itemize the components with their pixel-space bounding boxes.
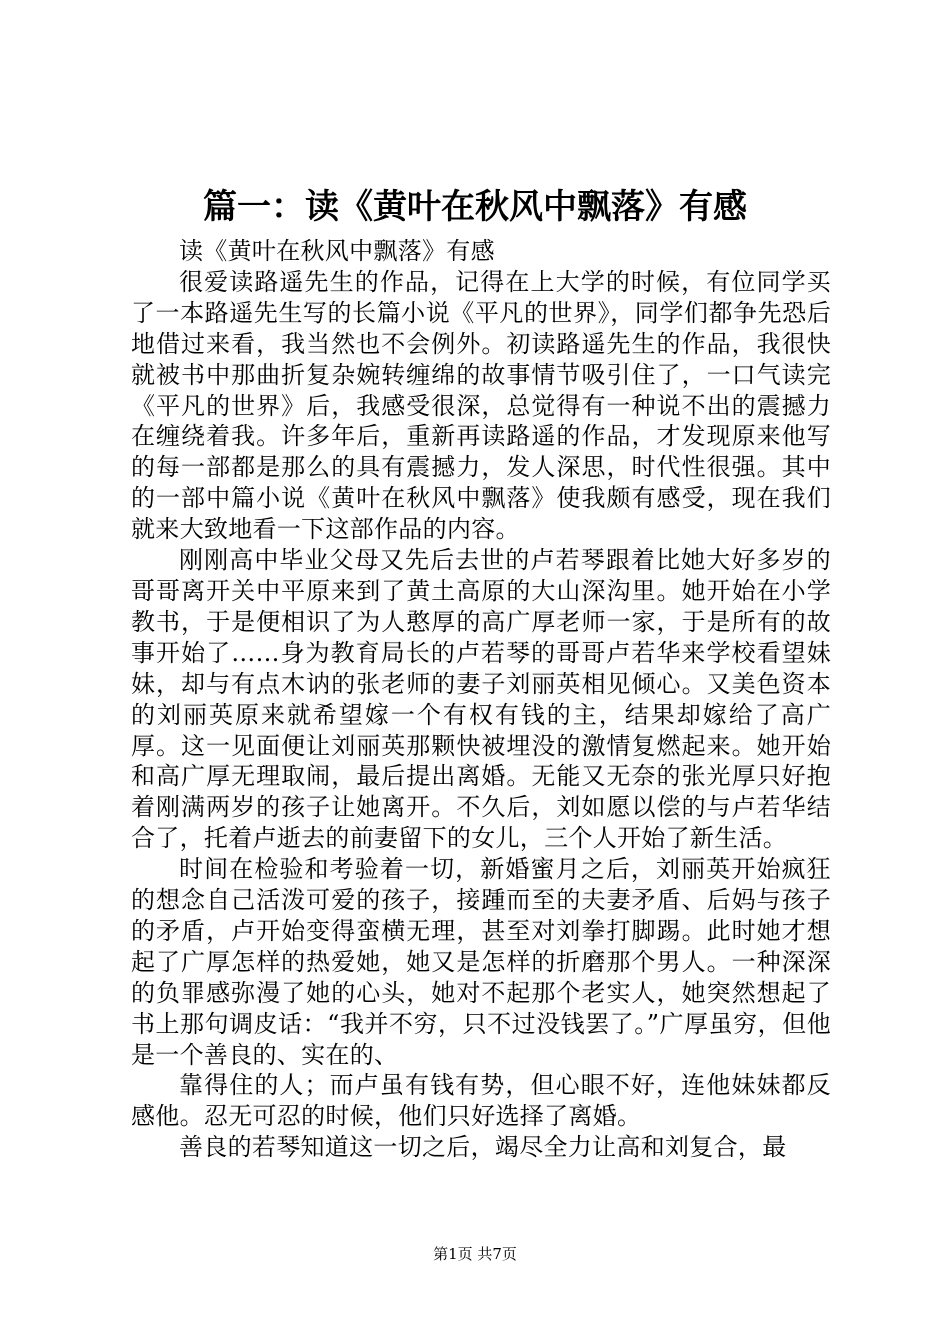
paragraph: 善良的若琴知道这一切之后，竭尽全力让高和刘复合，最 [179,1133,787,1162]
paragraph: 刚刚高中毕业父母又先后去世的卢若琴跟着比她大好多岁的哥哥离开关中平原来到了黄土高原的大山深沟里。她开始在小学教书，于是便相识了为人憨厚的高广厚老师一家，于是所有的故事开始了……身为教育局长的卢若琴的哥哥卢若华来学校看望妹妹，却与有点木讷的张老师的妻子刘丽英相见倾心。又美色资本的刘丽英原来就希望嫁一个有权有钱的主，结果却嫁给了高广厚。这一见面便让刘丽英那颗快被埋没的激情复燃起来。她开始和高广厚无理取闹，最后提出离婚。无能又无奈的张光厚只好抱着刚满两岁的孩子让她离开。不久后，刘如愿以偿的与卢若华结合了，托着卢逝去的前妻留下的女儿，三个人开始了新生活。 [131,546,831,853]
document-title: 篇一：读《黄叶在秋风中飘落》有感 [203,187,747,227]
page-number-footer: 第1页 共7页 [433,1245,517,1263]
document-body [131,236,831,1163]
paragraph: 靠得住的人；而卢虽有钱有势，但心眼不好，连他妹妹都反感他。忍无可忍的时候，他们只好选择了离婚。 [131,1071,831,1131]
paragraph: 很爱读路遥先生的作品，记得在上大学的时候，有位同学买了一本路遥先生写的长篇小说《平凡的世界》，同学们都争先恐后地借过来看，我当然也不会例外。初读路遥先生的作品，我很快就被书中那曲折复杂婉转缠绵的故事情节吸引住了，一口气读完《平凡的世界》后，我感受很深，总觉得有一种说不出的震撼力在缠绕着我。许多年后，重新再读路遥的作品，才发现原来他写的每一部都是那么的具有震撼力，发人深思，时代性很强。其中的一部中篇小说《黄叶在秋风中飘落》使我颇有感受，现在我们就来大致地看一下这部作品的内容。 [131,267,831,544]
paragraph: 时间在检验和考验着一切，新婚蜜月之后，刘丽英开始疯狂的想念自己活泼可爱的孩子，接踵而至的夫妻矛盾、后妈与孩子的矛盾，卢开始变得蛮横无理，甚至对刘拳打脚踢。此时她才想起了广厚怎样的热爱她，她又是怎样的折磨那个男人。一种深深的负罪感弥漫了她的心头，她对不起那个老实人，她突然想起了书上那句调皮话：“我并不穷，只不过没钱罢了。”广厚虽穷，但他是一个善良的、实在的、 [131,855,831,1069]
paragraph-subtitle: 读《黄叶在秋风中飘落》有感 [179,237,495,265]
